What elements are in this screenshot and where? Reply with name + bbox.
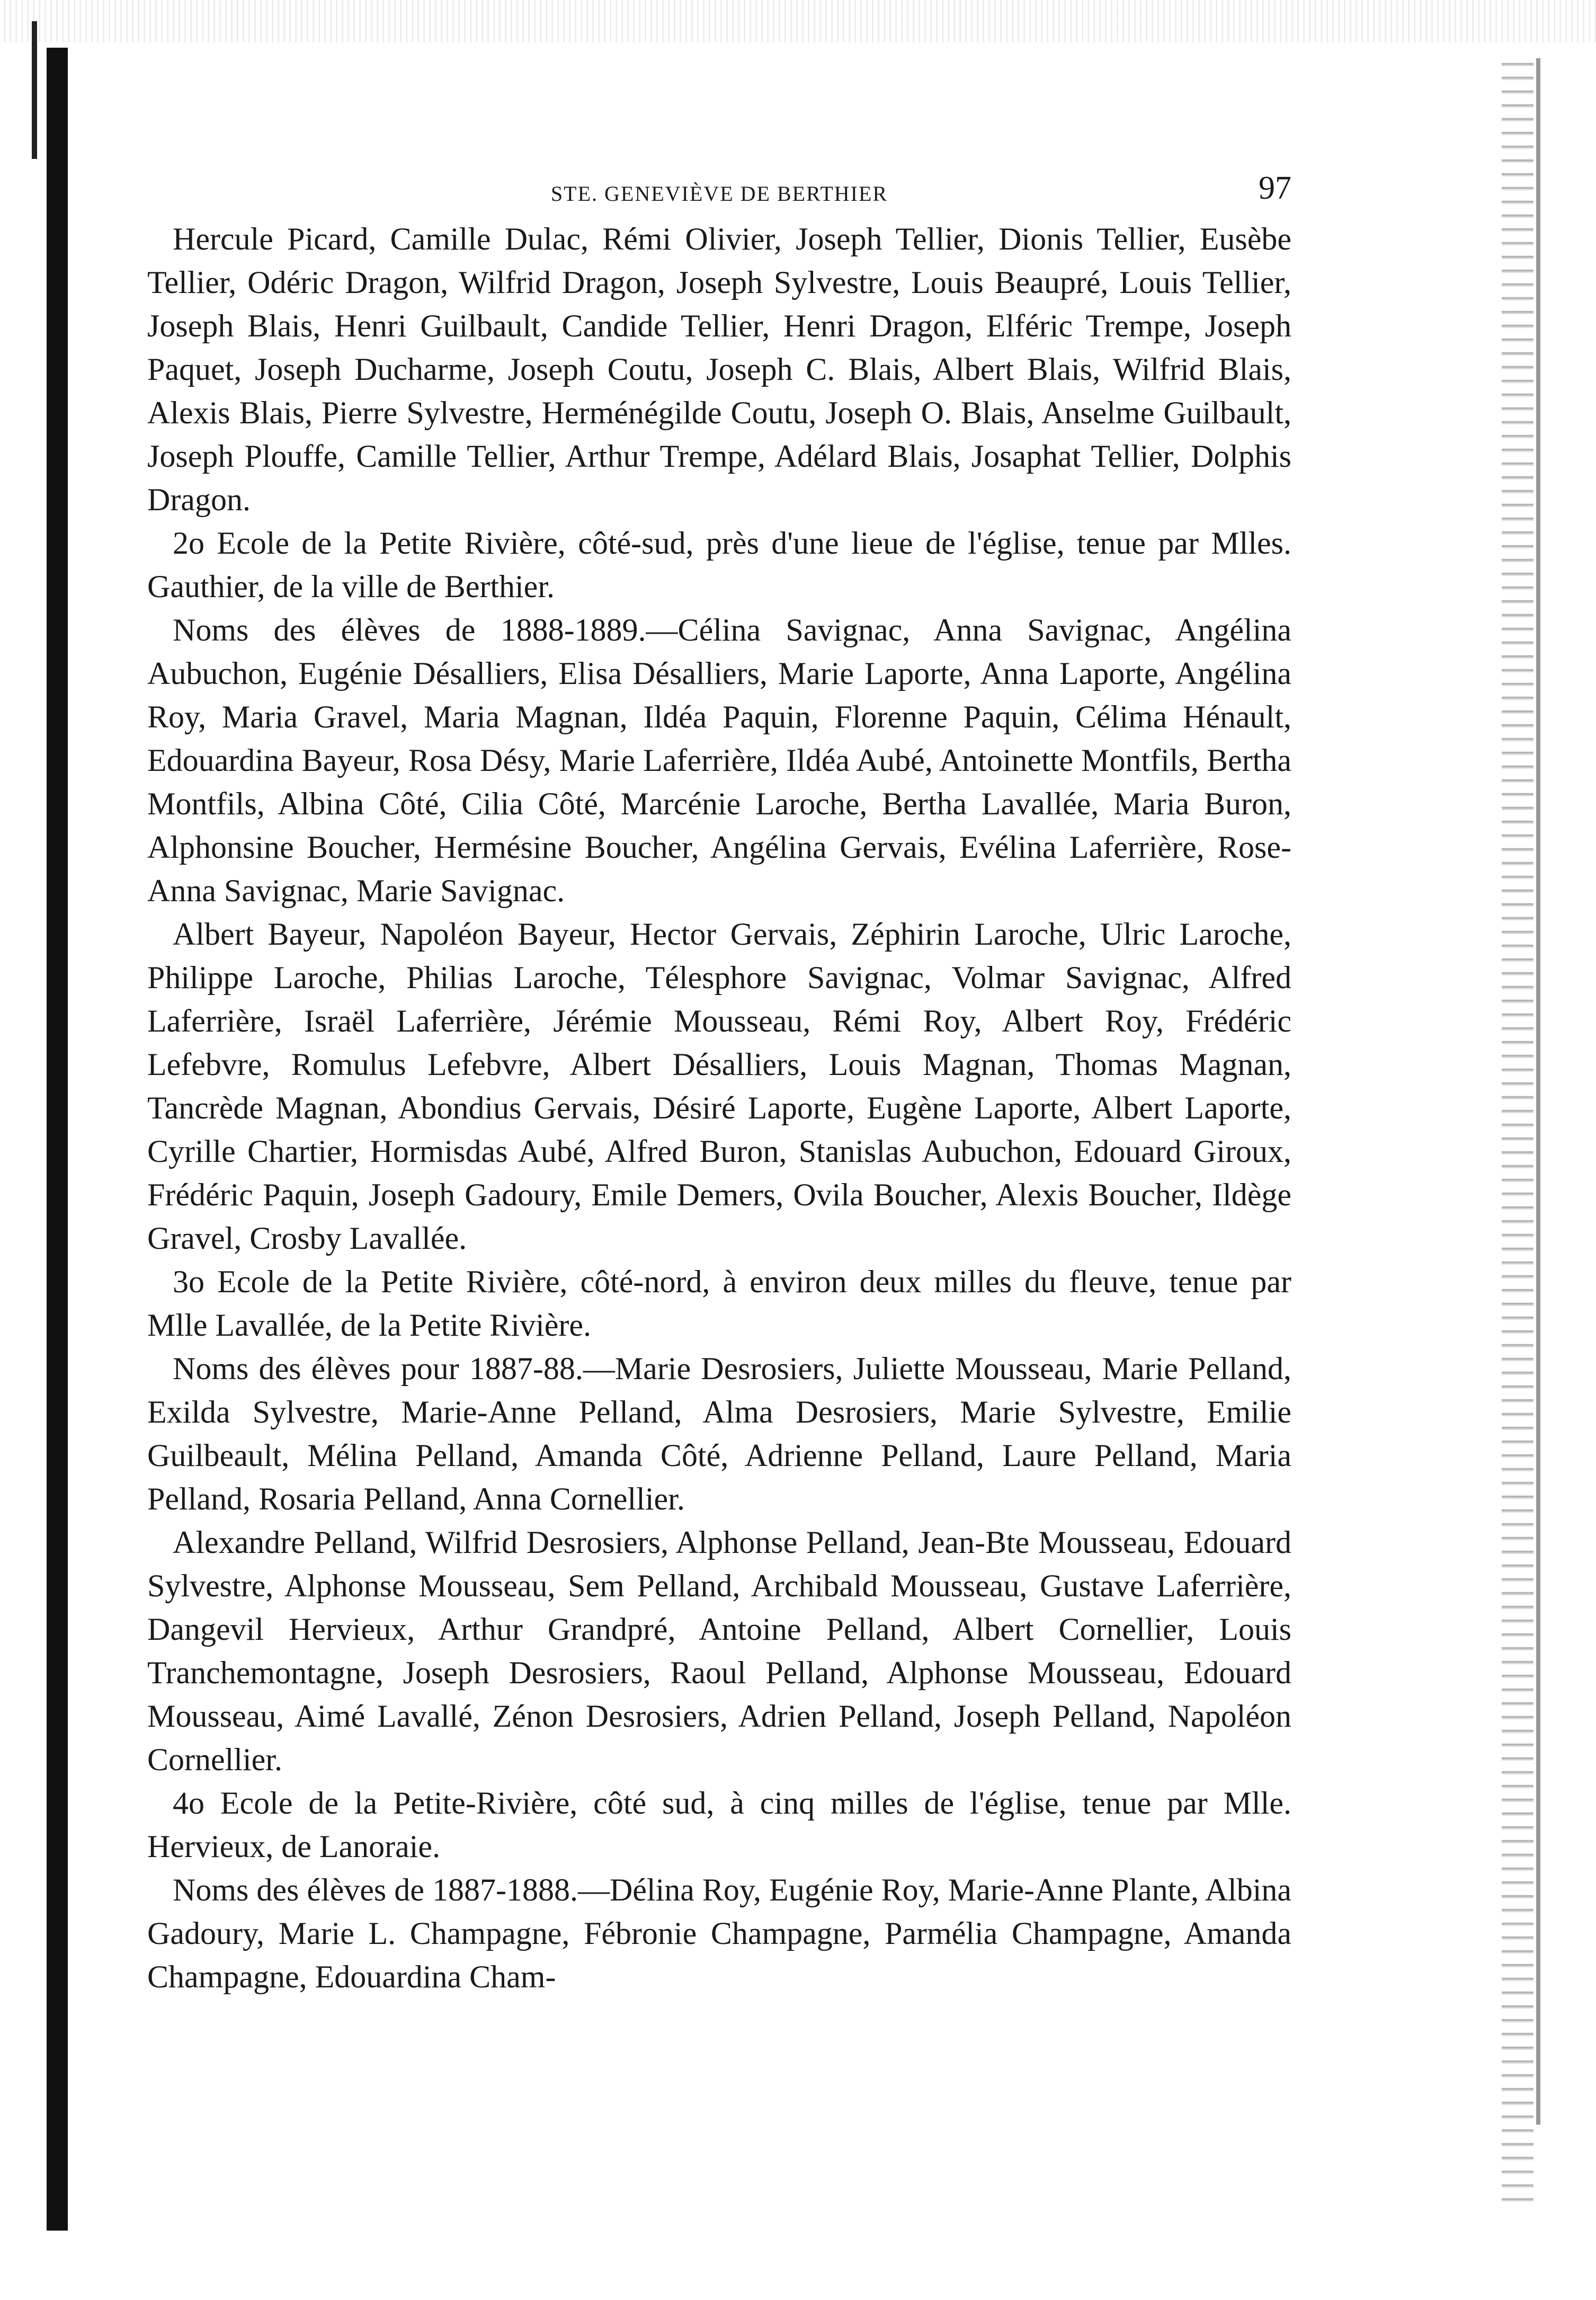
paragraph-pupils-boys-1887: Alexandre Pelland, Wilfrid Desrosiers, Alphonse Pelland, Jean-Bte Mousseau, Edouard Sylvestre, Alphonse Mousseau, Sem Pelland, Archibald Mousseau, Gustave Laferrière, Dangevil Hervieux, Arthur Grandpré, Antoine Pelland, Albert Cornellier, Louis Tranchemontagne, Joseph Desrosiers, Raoul Pelland, Alphonse Mousseau, Edouard Mousseau, Aimé Lavallé, Zénon Desrosiers, Adrien Pelland, Joseph Pelland, Napoléon Cornellier. xyxy=(147,1525,1291,1777)
paragraph-pupils-boys-1888: Albert Bayeur, Napoléon Bayeur, Hector Gervais, Zéphirin Laroche, Ulric Laroche, Philippe Laroche, Philias Laroche, Télesphore Savignac, Volmar Savignac, Alfred Laferrière, Israël Laferrière, Jérémie Mousseau, Rémi Roy, Albert Roy, Frédéric Lefebvre, Romulus Lefebvre, Albert Désalliers, Louis Magnan, Thomas Magnan, Tancrède Magnan, Abondius Gervais, Désiré Laporte, Eugène Laporte, Albert Laporte, Cyrille Chartier, Hormisdas Aubé, Alfred Buron, Stanislas Aubuchon, Edouard Giroux, Frédéric Paquin, Joseph Gadoury, Emile Demers, Ovila Boucher, Alexis Boucher, Ildège Gravel, Crosby Lavallée. xyxy=(147,917,1291,1256)
scan-edge-right-bar xyxy=(1536,58,1540,2125)
paragraph-pupils-1887-1888: Noms des élèves de 1887-1888.—Délina Roy, Eugénie Roy, Marie-Anne Plante, Albina Gadoury, Marie L. Champagne, Fébronie Champagne, Parmélia Champagne, Amanda Champagne, Edouardina Cham- xyxy=(147,1872,1291,1994)
paragraph-school-2: 2o Ecole de la Petite Rivière, côté-sud, près d'une lieue de l'église, tenue par Mlles. Gauthier, de la ville de Berthier. xyxy=(147,526,1291,604)
paragraph-pupils-girls-1887: Noms des élèves pour 1887-88.—Marie Desrosiers, Juliette Mousseau, Marie Pelland, Exilda Sylvestre, Marie-Anne Pelland, Alma Desrosiers, Marie Sylvestre, Emilie Guilbeault, Mélina Pelland, Amanda Côté, Adrienne Pelland, Laure Pelland, Maria Pelland, Rosaria Pelland, Anna Cornellier. xyxy=(147,1351,1291,1516)
running-title: STE. GENEVIÈVE DE BERTHIER xyxy=(550,182,888,206)
paragraph-school-4: 4o Ecole de la Petite-Rivière, côté sud, à cinq milles de l'église, tenue par Mlle. Hervieux, de Lanoraie. xyxy=(147,1786,1291,1864)
page-number: 97 xyxy=(1259,170,1291,206)
paragraph-pupils-girls-1888: Noms des élèves de 1888-1889.—Célina Savignac, Anna Savignac, Angélina Aubuchon, Eugénie Désalliers, Elisa Désalliers, Marie Laporte, Anna Laporte, Angélina Roy, Maria Gravel, Maria Magnan, Ildéa Paquin, Florenne Paquin, Célima Hénault, Edouardina Bayeur, Rosa Désy, Marie Laferrière, Ildéa Aubé, Antoinette Montfils, Bertha Montfils, Albina Côté, Cilia Côté, Marcénie Laroche, Bertha Lavallée, Maria Buron, Alphonsine Boucher, Hermésine Boucher, Angélina Gervais, Evélina Laferrière, Rose-Anna Savignac, Marie Savignac. xyxy=(147,612,1291,908)
running-head xyxy=(147,170,1291,217)
scan-noise-right xyxy=(1502,53,1533,2204)
paragraph-school-3: 3o Ecole de la Petite Rivière, côté-nord, à environ deux milles du fleuve, tenue par Mlle Lavallée, de la Petite Rivière. xyxy=(147,1264,1291,1343)
scan-edge-left-thin xyxy=(32,21,37,159)
scan-binding-edge xyxy=(47,48,68,2231)
paragraph-names-continued: Hercule Picard, Camille Dulac, Rémi Olivier, Joseph Tellier, Dionis Tellier, Eusèbe Tellier, Odéric Dragon, Wilfrid Dragon, Joseph Sylvestre, Louis Beaupré, Louis Tellier, Joseph Blais, Henri Guilbault, Candide Tellier, Henri Dragon, Elféric Trempe, Joseph Paquet, Joseph Ducharme, Joseph Coutu, Joseph C. Blais, Albert Blais, Wilfrid Blais, Alexis Blais, Pierre Sylvestre, Herménégilde Coutu, Joseph O. Blais, Anselme Guilbault, Joseph Plouffe, Camille Tellier, Arthur Trempe, Adélard Blais, Josaphat Tellier, Dolphis Dragon. xyxy=(147,221,1291,517)
book-page xyxy=(147,170,1291,1999)
scan-noise-top xyxy=(0,0,1596,42)
